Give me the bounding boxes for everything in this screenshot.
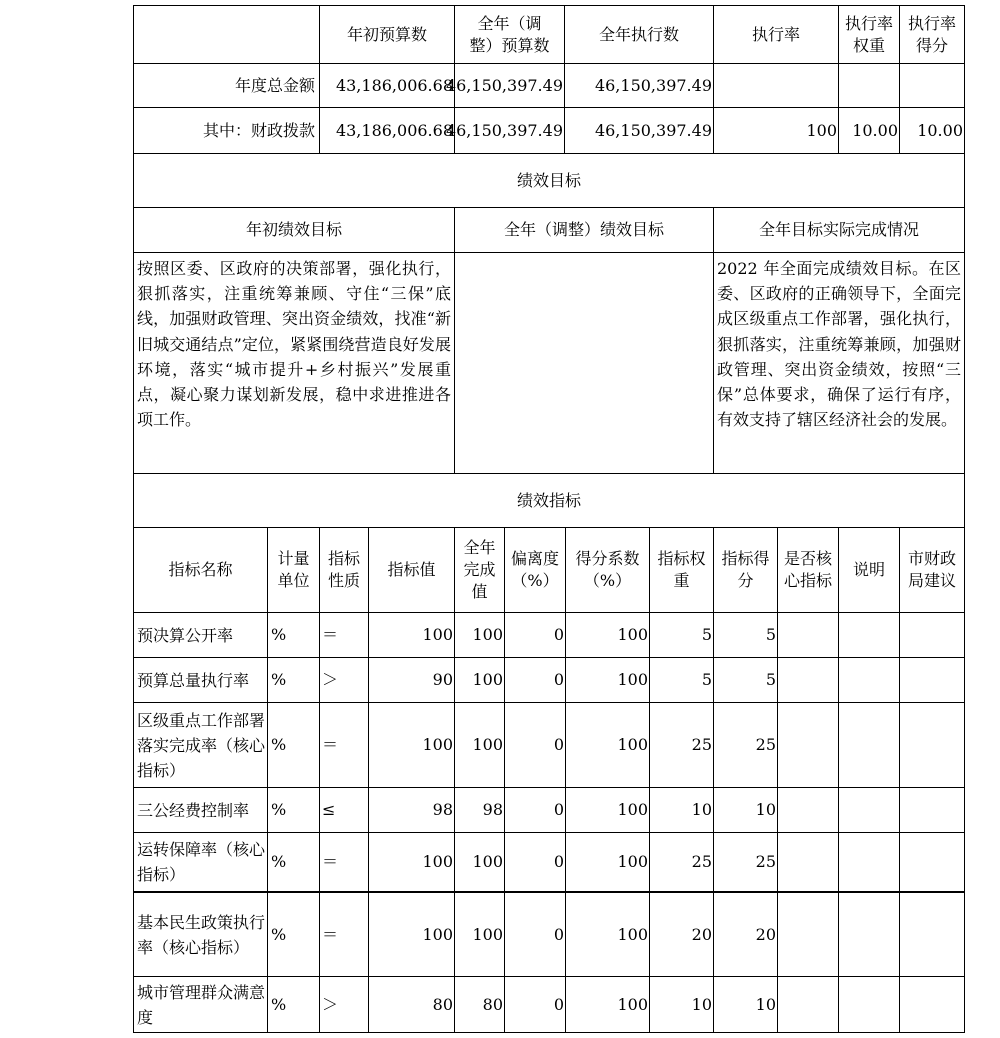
indicator-deviation: 0 (553, 924, 564, 944)
indicator-core (778, 977, 838, 1032)
header-rate-weight: 执行率 权重 (844, 13, 893, 55)
fiscal-score: 10.00 (917, 120, 963, 140)
goals-actual-text: 2022 年全面完成绩效目标。在区委、区政府的正确领导下，全面完成区级重点工作部署，强化执行，狠抓落实，注重统筹兼顾，加强财政管理、突出资金绩效，按照“三保”总体要求，确保了运行有序，有效支持了辖区经济社会的发展。 (717, 259, 961, 430)
indicator-weight: 5 (701, 670, 712, 689)
indicator-completed: 100 (472, 625, 503, 644)
indicator-weight: 25 (691, 852, 712, 871)
indicator-deviation: 0 (553, 625, 564, 644)
indicator-coef: 100 (617, 994, 648, 1014)
goals-section-title: 绩效目标 (516, 170, 581, 190)
indicator-nature: ＝ (322, 735, 339, 754)
indicator-name: 区级重点工作部署落实完成率（核心指标） (137, 710, 266, 780)
ind-header-deviation: 偏离度 （%） (510, 549, 559, 590)
row-label-total: 年度总金额 (234, 75, 315, 95)
indicator-score: 5 (765, 670, 776, 689)
indicator-name: 基本民生政策执行率（核心指标） (137, 912, 266, 957)
header-adjusted-budget: 全年（调 整）预算数 (469, 13, 550, 55)
indicators-section-title: 绩效指标 (516, 490, 581, 510)
indicator-note (839, 658, 899, 702)
header-executed: 全年执行数 (598, 24, 679, 44)
ind-header-unit: 计量 单位 (277, 549, 310, 590)
total-rate (714, 64, 838, 107)
indicator-note (839, 703, 899, 787)
indicator-unit: % (271, 670, 287, 689)
indicator-nature: ＞ (322, 994, 339, 1014)
indicator-completed: 100 (472, 735, 503, 754)
indicator-coef: 100 (617, 735, 648, 754)
indicator-target: 100 (422, 625, 453, 644)
ind-header-coef: 得分系数 （%） (575, 549, 640, 590)
indicator-coef: 100 (617, 800, 648, 819)
indicator-note (839, 613, 899, 657)
indicator-coef: 100 (617, 670, 648, 689)
indicator-target: 100 (422, 852, 453, 871)
indicator-deviation: 0 (553, 800, 564, 819)
indicator-advice (900, 893, 964, 976)
indicator-advice (900, 833, 964, 891)
total-adjusted: 46,150,397.49 (445, 75, 563, 95)
indicator-name: 城市管理群众满意度 (137, 982, 266, 1027)
indicator-advice (900, 658, 964, 702)
indicator-score: 10 (755, 994, 776, 1014)
header-rate-score: 执行率 得分 (907, 13, 956, 55)
goals-col-adjusted: 全年（调整）绩效目标 (503, 220, 664, 239)
indicator-core (778, 788, 838, 832)
indicator-advice (900, 613, 964, 657)
total-weight (839, 64, 899, 107)
indicator-core (778, 613, 838, 657)
goals-col-actual: 全年目标实际完成情况 (758, 220, 919, 239)
header-initial-budget: 年初预算数 (346, 24, 427, 44)
indicator-name: 三公经费控制率 (137, 800, 250, 820)
indicator-score: 25 (755, 735, 776, 754)
indicator-target: 100 (422, 924, 453, 944)
indicator-unit: % (271, 924, 287, 944)
indicator-deviation: 0 (553, 735, 564, 754)
indicator-target: 100 (422, 735, 453, 754)
indicator-score: 5 (765, 625, 776, 644)
indicator-nature: ＝ (322, 625, 339, 644)
indicator-target: 98 (432, 800, 453, 819)
indicator-note (839, 788, 899, 832)
indicator-name: 预决算公开率 (137, 625, 234, 645)
goals-initial-text: 按照区委、区政府的决策部署，强化执行，狠抓落实，注重统筹兼顾、守住“三保”底线，加强财政管理、突出资金绩效，找准“新旧城交通结点”定位，紧紧围绕营造良好发展环境，落实“城市提升+乡村振兴”发展重点，凝心聚力谋划新发展，稳中求进推进各项工作。 (137, 259, 451, 430)
indicator-unit: % (271, 852, 287, 871)
ind-header-target: 指标值 (387, 560, 436, 579)
performance-table (133, 5, 965, 1033)
indicator-completed: 100 (472, 852, 503, 871)
fiscal-weight: 10.00 (852, 120, 898, 140)
indicator-deviation: 0 (553, 994, 564, 1014)
goals-col-initial: 年初绩效目标 (245, 220, 342, 239)
ind-header-weight: 指标权 重 (657, 549, 706, 590)
fiscal-adjusted: 46,150,397.49 (445, 120, 563, 140)
indicator-advice (900, 788, 964, 832)
indicator-weight: 10 (691, 994, 712, 1014)
indicator-deviation: 0 (553, 670, 564, 689)
indicator-core (778, 703, 838, 787)
indicator-target: 80 (432, 994, 453, 1014)
indicator-name: 运转保障率（核心指标） (137, 840, 266, 884)
fiscal-rate: 100 (806, 120, 837, 140)
row-label-fiscal: 其中：财政拨款 (202, 120, 315, 140)
header-execution-rate: 执行率 (751, 24, 800, 44)
indicator-nature: ＝ (322, 852, 339, 871)
indicator-score: 20 (755, 924, 776, 944)
fiscal-initial: 43,186,006.68 (335, 120, 453, 140)
total-initial: 43,186,006.68 (335, 75, 453, 95)
indicator-completed: 100 (472, 670, 503, 689)
indicator-completed: 98 (482, 800, 503, 819)
ind-header-score: 指标得 分 (721, 549, 770, 590)
indicator-weight: 5 (701, 625, 712, 644)
indicator-note (839, 977, 899, 1032)
indicator-weight: 20 (691, 924, 712, 944)
indicator-completed: 100 (472, 924, 503, 944)
indicator-coef: 100 (617, 924, 648, 944)
ind-header-core: 是否核 心指标 (783, 549, 832, 590)
goals-adjusted-text (455, 254, 713, 473)
indicator-coef: 100 (617, 852, 648, 871)
indicator-coef: 100 (617, 625, 648, 644)
indicator-core (778, 658, 838, 702)
indicator-unit: % (271, 800, 287, 819)
indicator-advice (900, 703, 964, 787)
ind-header-note: 说明 (852, 560, 885, 579)
indicator-score: 10 (755, 800, 776, 819)
indicator-deviation: 0 (553, 852, 564, 871)
total-executed: 46,150,397.49 (594, 75, 712, 95)
total-score (900, 64, 964, 107)
ind-header-name: 指标名称 (168, 560, 233, 579)
indicator-name: 预算总量执行率 (137, 670, 250, 690)
indicator-unit: % (271, 625, 287, 644)
indicator-note (839, 833, 899, 891)
indicator-core (778, 833, 838, 891)
fiscal-executed: 46,150,397.49 (594, 120, 712, 140)
indicator-nature: ＝ (322, 924, 339, 944)
indicator-note (839, 893, 899, 976)
indicator-weight: 10 (691, 800, 712, 819)
indicator-completed: 80 (482, 994, 503, 1014)
indicator-unit: % (271, 994, 287, 1014)
indicator-nature: ＞ (322, 670, 339, 689)
ind-header-completed: 全年 完成 值 (463, 538, 496, 601)
indicator-unit: % (271, 735, 287, 754)
indicator-weight: 25 (691, 735, 712, 754)
indicator-score: 25 (755, 852, 776, 871)
indicator-advice (900, 977, 964, 1032)
indicator-nature: ≤ (322, 800, 336, 819)
indicator-core (778, 893, 838, 976)
ind-header-advice: 市财政 局建议 (907, 549, 956, 590)
indicator-target: 90 (432, 670, 453, 689)
ind-header-nature: 指标 性质 (327, 549, 360, 590)
